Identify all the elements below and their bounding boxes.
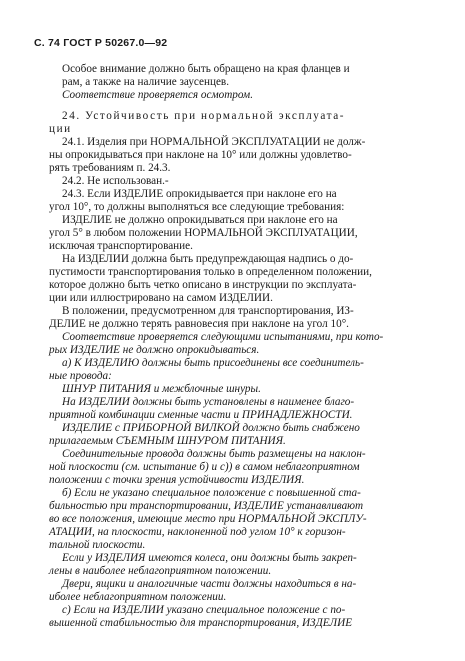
text-line: 24. Устойчивость при нормальной эксплуата- bbox=[62, 110, 346, 122]
text-line: б) Если не указано специальное положение с повышенной ста- bbox=[62, 487, 361, 499]
text-line: 24.1. Изделия при НОРМАЛЬНОЙ ЭКСПЛУАТАЦИИ не долж- bbox=[62, 136, 366, 148]
text-line: а) К ИЗДЕЛИЮ должны быть присоединены все соединитель- bbox=[62, 357, 364, 369]
text-line: На ИЗДЕЛИИ должна быть предупреждающая надпись о до- bbox=[62, 253, 354, 265]
text-line: вышенной стабильностью для транспортирования, ИЗДЕЛИЕ bbox=[49, 617, 353, 629]
text-line: положении с точки зрения устойчивости ИЗДЕЛИЯ. bbox=[49, 474, 305, 486]
text-line: 24.2. Не использован.- bbox=[62, 175, 169, 187]
text-line: Соединительные провода должны быть размещены на наклон- bbox=[62, 448, 366, 460]
text-line: ДЕЛИЕ не должно терять равновесия при наклоне на угол 10°. bbox=[49, 318, 349, 330]
text-line: угол 5° в любом положении НОРМАЛЬНОЙ ЭКСПЛУАТАЦИИ, bbox=[49, 227, 358, 239]
text-line: рять требованиям п. 24.3. bbox=[49, 162, 171, 174]
text-line: которое должно быть четко описано в инструкции по эксплуата- bbox=[49, 279, 357, 291]
text-line: ные провода: bbox=[49, 370, 112, 382]
text-line: ШНУР ПИТАНИЯ и межблочные шнуры. bbox=[62, 383, 261, 395]
text-line: ции bbox=[49, 123, 72, 135]
text-line: ИЗДЕЛИЕ не должно опрокидываться при наклоне его на bbox=[62, 214, 338, 226]
text-line: тальной плоскости. bbox=[49, 539, 146, 551]
text-line: бильностью при транспортировании, ИЗДЕЛИЕ устанавливают bbox=[49, 500, 364, 512]
text-line: Соответствие проверяется осмотром. bbox=[62, 89, 253, 101]
text-line: рам, а также на наличие заусенцев. bbox=[62, 76, 230, 88]
text-line: ной плоскости (см. испытание б) и с)) в самом неблагоприятном bbox=[49, 461, 360, 473]
text-line: На ИЗДЕЛИИ должны быть установлены в наименее благо- bbox=[62, 396, 355, 408]
text-line: Соответствие проверяется следующими испытаниями, при кото- bbox=[62, 331, 384, 343]
text-line: во все положения, имеющие место при НОРМАЛЬНОЙ ЭКСПЛУ- bbox=[49, 513, 367, 525]
text-line: исключая транспортирование. bbox=[49, 240, 193, 252]
page-header: С. 74 ГОСТ Р 50267.0—92 bbox=[34, 37, 168, 49]
text-line: угол 10°, то должны выполняться все следующие требования: bbox=[49, 201, 345, 213]
text-line: Особое внимание должно быть обращено на края фланцев и bbox=[62, 63, 350, 75]
text-line: В положении, предусмотренном для транспортирования, ИЗ- bbox=[62, 305, 354, 317]
text-line: ИЗДЕЛИЕ с ПРИБОРНОЙ ВИЛКОЙ должно быть снабжено bbox=[62, 422, 360, 434]
text-line: ции или иллюстрировано на самом ИЗДЕЛИИ. bbox=[49, 292, 273, 304]
text-line: приятной комбинации сменные части и ПРИНАДЛЕЖНОСТИ. bbox=[49, 409, 353, 421]
text-line: ны опрокидываться при наклоне на 10° или должны удовлетво- bbox=[49, 149, 352, 161]
text-line: лены в наиболее неблагоприятном положении. bbox=[49, 565, 272, 577]
text-line: Если у ИЗДЕЛИЯ имеются колеса, они должны быть закреп- bbox=[62, 552, 357, 564]
text-line: 24.3. Если ИЗДЕЛИЕ опрокидывается при наклоне его на bbox=[62, 188, 337, 200]
text-line: прилагаемым СЪЕМНЫМ ШНУРОМ ПИТАНИЯ. bbox=[49, 435, 286, 447]
text-line: иболее неблагоприятном положении. bbox=[49, 591, 227, 603]
text-line: АТАЦИИ, на плоскости, наклоненной под углом 10° к горизон- bbox=[49, 526, 346, 538]
text-line: с) Если на ИЗДЕЛИИ указано специальное положение с по- bbox=[62, 604, 346, 616]
text-line: рых ИЗДЕЛИЕ не должно опрокидываться. bbox=[49, 344, 260, 356]
text-line: Двери, ящики и аналогичные части должны находиться в на- bbox=[62, 578, 357, 590]
text-line: пустимости транспортирования только в определенном положении, bbox=[49, 266, 372, 278]
